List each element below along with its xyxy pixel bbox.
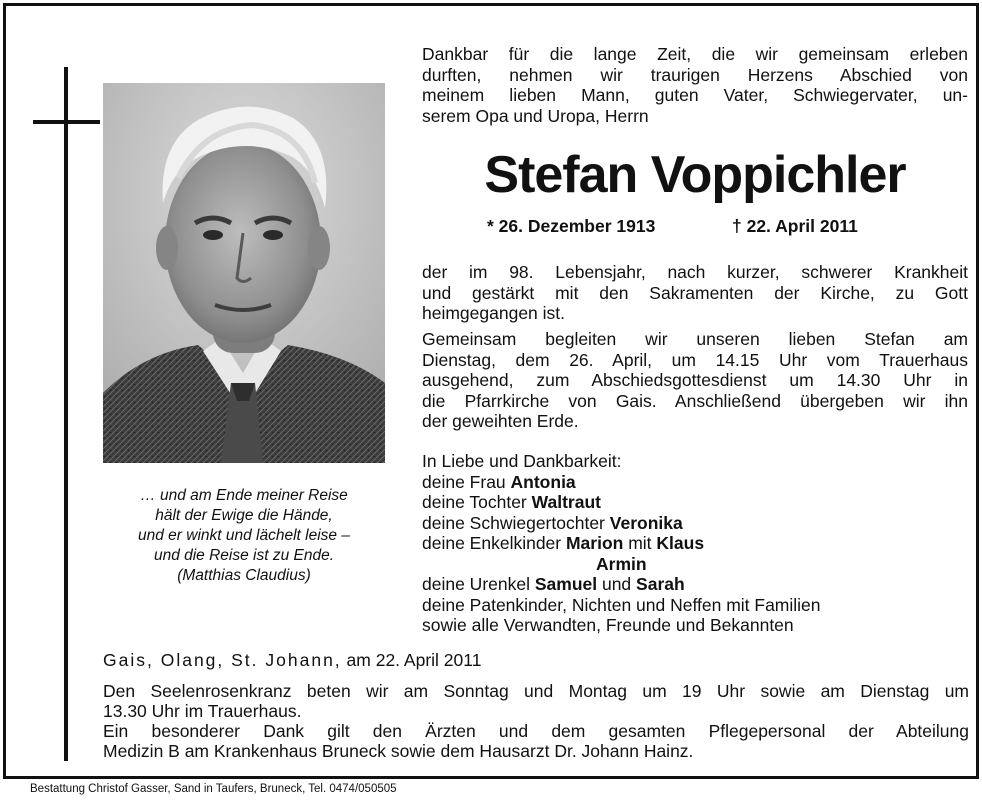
mourner-name: Samuel [534,574,598,594]
relation-label: deine Enkelkinder [422,533,566,553]
funeral-text-line: ausgehend, zum Abschiedsgottesdienst um 14.30 Uhr in [422,370,968,390]
portrait-photo [103,83,385,463]
relation-label: deine Urenkel [422,574,535,594]
place-date [103,650,481,671]
mourner-name: Klaus [656,533,705,553]
funeral-text-line: Gemeinsam begleiten wir unseren lieben Stefan am [422,329,968,349]
funeral-text-line: die Pfarrkirche von Gais. Anschließend übergeben wir ihn [422,390,968,411]
mourner-name: Armin [596,553,647,574]
mourner-great-grandchildren [422,574,821,595]
thanks-line: Ein besonderer Dank gilt den Ärzten und dem gesamten Pflegepersonal der Abteilung [103,721,969,741]
mourner-name: Sarah [636,574,685,594]
mourner-godchildren: deine Patenkinder, Nichten und Neffen mit Familien [422,594,821,615]
relation-label: deine Tochter [422,492,532,512]
birth-date: * 26. Dezember 1913 [487,216,656,236]
mourner-others: sowie alle Verwandten, Freunde und Bekannten [422,615,794,635]
rosary-line: Den Seelenrosenkranz beten wir am Sonntag und Montag um 19 Uhr sowie am Dienstag um [103,681,969,701]
cross-horizontal-bar [33,120,100,124]
poem-line: und er winkt und lächelt leise – [138,527,350,544]
mourners-list [422,451,821,636]
intro-line: serem Opa und Uropa, Herrn [422,105,649,126]
poem-line: und die Reise ist zu Ende. [153,547,335,564]
death-text-line: und gestärkt mit den Sakramenten der Kirche, zu Gott [422,282,968,303]
thanks-line: Medizin B am Krankenhaus Bruneck sowie dem Hausarzt Dr. Johann Hainz. [103,741,694,761]
poem-line: hält der Ewige die Hände, [155,507,333,524]
intro-line: Dankbar für die lange Zeit, die wir gemeinsam erleben [422,44,968,64]
funeral-text [422,329,968,432]
death-text-line: heimgegangen ist. [422,303,566,323]
mourner-grandchildren [422,533,821,554]
mourner-name: Waltraut [531,492,601,512]
places: Gais, Olang, St. Johann, [103,650,342,670]
mourner-name: Marion [565,533,624,553]
mourner-wife [422,472,821,493]
funeral-home-footer: Bestattung Christof Gasser, Sand in Taufers, Bruneck, Tel. 0474/050505 [30,783,397,795]
poem-author: (Matthias Claudius) [177,567,311,584]
mourner-grandchild-3 [422,554,821,575]
deceased-name: Stefan Voppichler [484,146,906,204]
mourner-name: Antonia [510,471,576,492]
thanks-text [103,721,969,761]
relation-label: deine Schwiegertochter [422,512,610,533]
rosary-text [103,681,969,721]
portrait-illustration [103,83,385,463]
relation-label: deine Frau [422,471,511,492]
mourner-daughter [422,492,821,513]
funeral-text-line: der geweihten Erde. [422,411,579,431]
date: am 22. April 2011 [341,650,482,670]
funeral-text-line: Dienstag, dem 26. April, um 14.15 Uhr vom Trauerhaus [422,349,968,370]
cross-vertical-bar [64,67,68,761]
conjunction: und [597,574,637,594]
intro-line: durften, nehmen wir traurigen Herzens Abschied von [422,64,968,85]
death-text [422,262,968,324]
conjunction: mit [623,533,657,553]
mourners-heading: In Liebe und Dankbarkeit: [422,451,622,471]
intro-line: meinem lieben Mann, guten Vater, Schwiegervater, un- [422,85,968,105]
intro-text [422,44,968,126]
mourner-daughter-in-law [422,513,821,534]
rosary-line: 13.30 Uhr im Trauerhaus. [103,701,302,721]
poem [103,486,385,586]
mourner-name: Veronika [609,512,683,533]
poem-line: … und am Ende meiner Reise [140,487,348,504]
death-text-line: der im 98. Lebensjahr, nach kurzer, schwerer Krankheit [422,262,968,282]
death-date: † 22. April 2011 [732,216,858,236]
